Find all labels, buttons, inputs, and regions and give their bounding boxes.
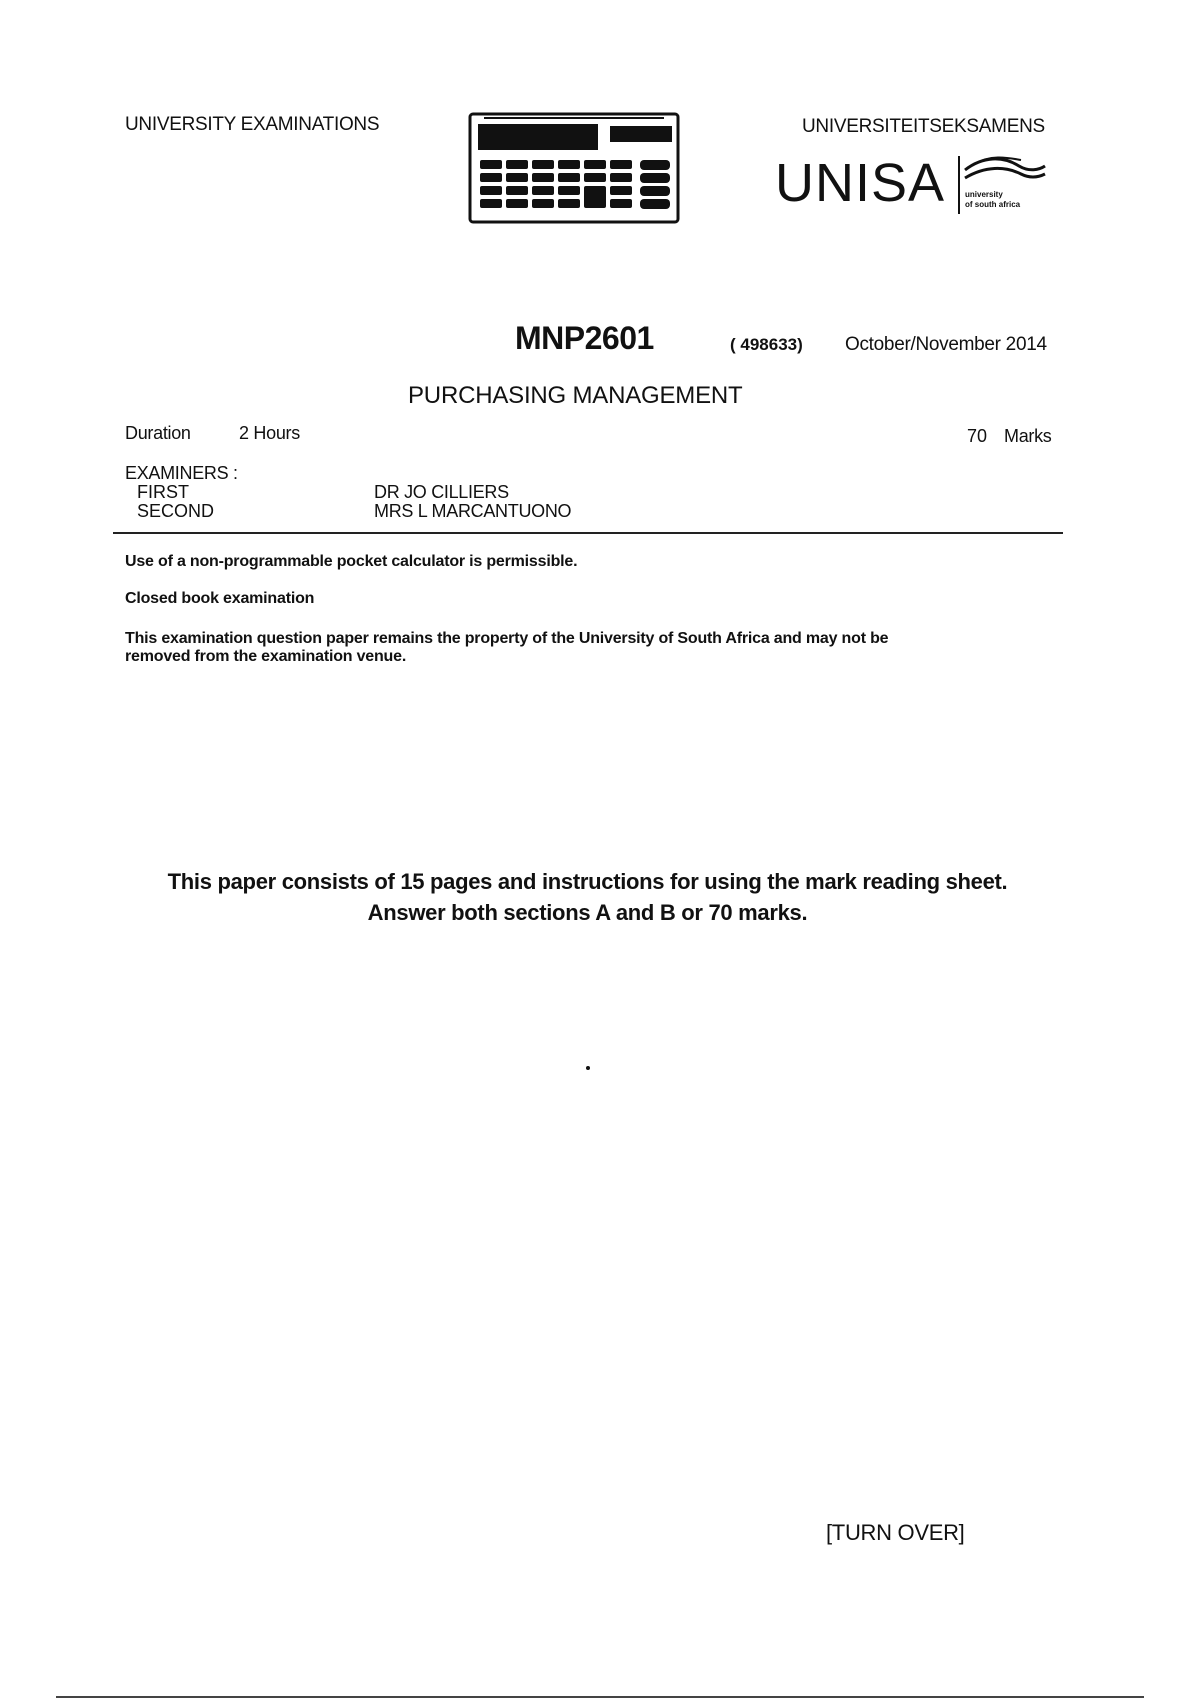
property-notice-line2: removed from the examination venue. (125, 648, 407, 665)
total-marks: 70 (967, 426, 988, 446)
first-examiner-role: FIRST (137, 482, 189, 502)
second-examiner-name: MRS L MARCANTUONO (374, 501, 572, 521)
calculator-instruction: Use of a non-programmable pocket calculator is permissible. (125, 553, 578, 570)
header-universiteitseksamens: UNIVERSITEITSEKSAMENS (802, 116, 1045, 137)
page-bottom-edge (56, 1696, 1144, 1698)
marks-label: Marks (1004, 426, 1052, 446)
logo-wordmark: UNISA (775, 153, 946, 213)
paper-title: PURCHASING MANAGEMENT (408, 382, 743, 409)
summary-line1: This paper consists of 15 pages and instructions for using the mark reading sheet. (167, 869, 1008, 894)
unique-number: ( 498633) (730, 335, 803, 354)
calculator-icon (468, 112, 680, 224)
closed-book-instruction: Closed book examination (125, 590, 315, 607)
logo-subtitle-line1: university (965, 190, 1003, 199)
second-examiner-role: SECOND (137, 501, 215, 521)
examiners-heading: EXAMINERS : (125, 463, 238, 483)
property-notice-line1: This examination question paper remains the property of the University of South Africa and may not be (125, 630, 889, 647)
duration-label: Duration (125, 423, 191, 443)
header-university-examinations: UNIVERSITY EXAMINATIONS (125, 114, 380, 135)
header-divider (113, 532, 1063, 534)
module-code: MNP2601 (515, 320, 654, 356)
exam-session: October/November 2014 (845, 334, 1047, 355)
first-examiner-name: DR JO CILLIERS (374, 482, 509, 502)
unisa-logo (775, 150, 1047, 216)
property-notice (125, 630, 888, 666)
stray-dot (586, 1066, 590, 1070)
logo-subtitle-line2: of south africa (965, 200, 1021, 209)
paper-summary (100, 866, 1075, 928)
duration-value: 2 Hours (239, 423, 300, 443)
summary-line2: Answer both sections A and B or 70 marks. (367, 900, 808, 925)
turn-over-note: [TURN OVER] (826, 1520, 965, 1545)
